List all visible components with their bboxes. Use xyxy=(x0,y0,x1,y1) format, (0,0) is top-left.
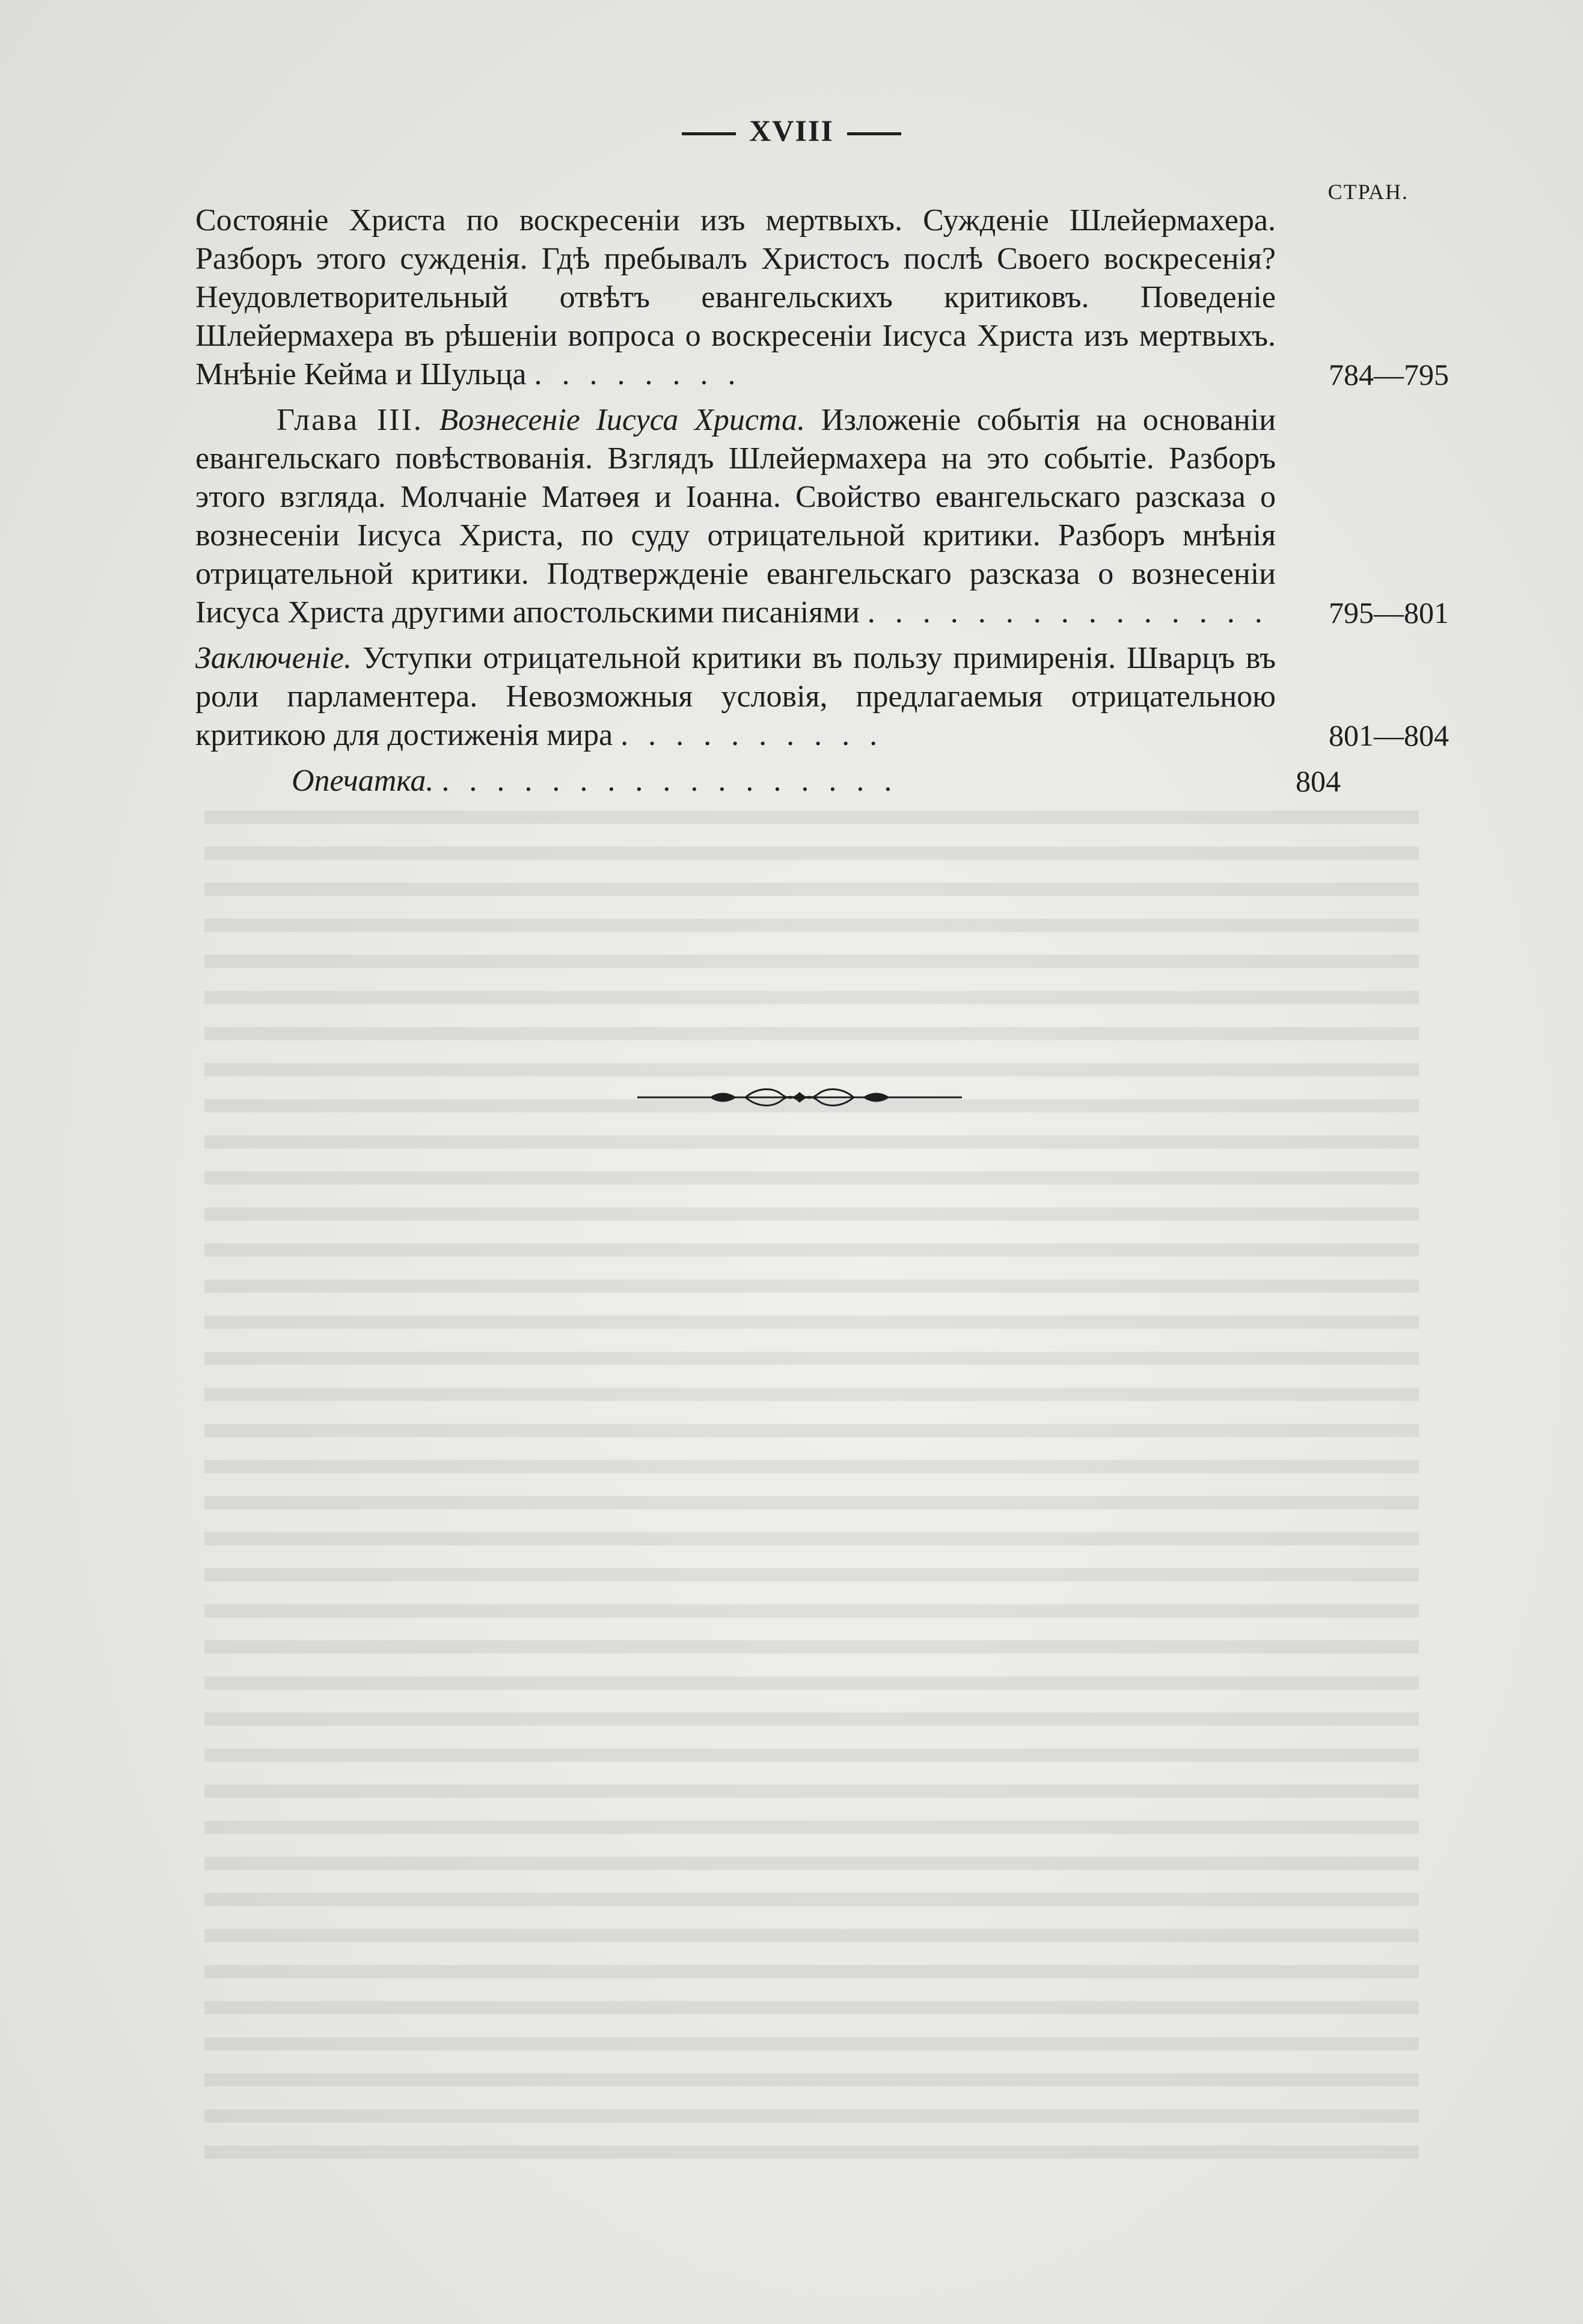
leader-dots: . . . . . . . . . . . . . . . . . xyxy=(441,764,898,798)
errata-label: Опечатка. xyxy=(292,764,434,798)
leader-dots: . . . . . . . . . . . . . . . xyxy=(867,595,1269,630)
bleed-through-text xyxy=(204,800,1419,2165)
pages-column-label: СТРАН. xyxy=(1327,180,1409,204)
toc-entry xyxy=(195,401,1449,632)
toc-entry-pages: 801—804 xyxy=(1329,719,1449,752)
conclusion-label: Заключеніе. xyxy=(195,641,352,675)
page-header xyxy=(0,113,1583,148)
header-dash-left xyxy=(682,132,736,135)
toc-entry xyxy=(195,201,1449,394)
toc-entry-body: Изложеніе событія на основаніи евангельскаго повѣствованія. Взглядъ Шлейермахера на это событіе. Разборъ этого взгляда. Молчаніе Матѳея и Іоанна. Свойство евангельскаго разсказа о вознесеніи Іисуса Христа, по суду отрицательной критики. Разборъ мнѣнія отрицательной критики. Подтвержденіе евангельскаго разсказа о вознесеніи Іисуса Христа другими апостольскими писаніями xyxy=(195,403,1276,630)
toc-entry xyxy=(195,762,1449,800)
toc-entry-pages: 784—795 xyxy=(1329,358,1449,391)
toc-entry-pages: 795—801 xyxy=(1329,596,1449,630)
flourish-divider-icon xyxy=(637,1082,962,1112)
leader-dots: . . . . . . . . . . xyxy=(620,718,884,752)
header-dash-right xyxy=(847,132,901,135)
chapter-title: Вознесеніе Іисуса Христа. xyxy=(439,403,806,437)
toc-entry-pages: 804 xyxy=(1296,764,1341,798)
table-of-contents xyxy=(195,201,1449,808)
toc-entry-text xyxy=(195,639,1276,755)
chapter-label: Глава III. xyxy=(277,403,423,437)
toc-entry-text xyxy=(195,401,1276,632)
page-number: XVIII xyxy=(749,114,834,147)
leader-dots: . . . . . . . . xyxy=(534,357,742,391)
toc-entry-body: Уступки отрицательной критики въ пользу примиренія. Шварцъ въ роли парламентера. Невозможныя условія, предлагаемыя отрицательною критикою для достиженія мира xyxy=(195,641,1276,752)
toc-entry-body: Состояніе Христа по воскресеніи изъ мертвыхъ. Сужденіе Шлейермахера. Разборъ этого сужденія. Гдѣ пребывалъ Христосъ послѣ Своего воскресенія? Неудовлетворительный отвѣтъ евангельскихъ критиковъ. Поведеніе Шлейермахера въ рѣшеніи вопроса о воскресеніи Іисуса Христа изъ мертвыхъ. Мнѣніе Кейма и Шульца xyxy=(195,203,1276,391)
toc-entry xyxy=(195,639,1449,755)
toc-entry-text xyxy=(195,762,1276,800)
toc-entry-text xyxy=(195,201,1276,394)
